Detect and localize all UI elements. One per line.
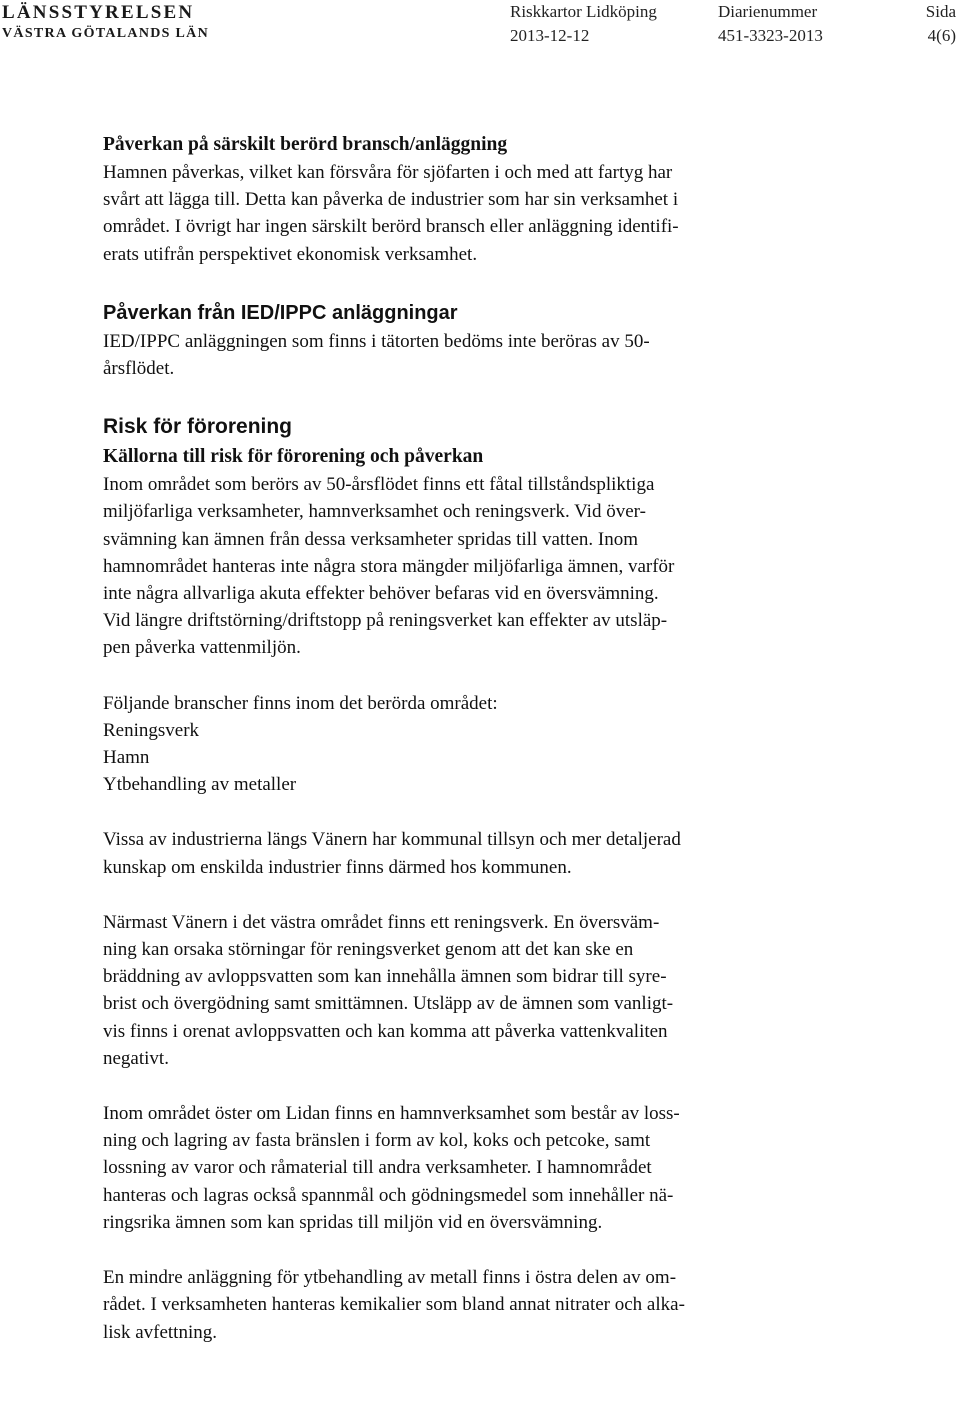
subheading-pollution-sources: Källorna till risk för förorening och påverkan (103, 446, 484, 468)
section-heading-affected-industry: Påverkan på särskilt berörd bransch/anläggning (103, 134, 508, 155)
header-title-column (510, 0, 657, 48)
paragraph-municipal-oversight (103, 826, 823, 880)
document-body (103, 130, 823, 1346)
document-date: 2013-12-12 (510, 26, 590, 45)
text-line: pen påverka vattenmiljön. (103, 637, 301, 659)
page-header (0, 0, 960, 50)
paragraph-ied-ippc (103, 328, 823, 382)
text-line: lisk avfettning. (103, 1321, 217, 1343)
logo-line-2: VÄSTRA GÖTALANDS LÄN (2, 26, 209, 41)
text-line: vis finns i orenat avloppsvatten och kan komma att påverka vattenkvaliten (103, 1020, 668, 1042)
text-line: hamnområdet hanteras inte några stora mängder miljöfarliga ämnen, varför (103, 555, 675, 577)
text-line: svämning kan ämnen från dessa verksamheter spridas till vatten. Inom (103, 528, 639, 550)
section-heading-pollution-risk: Risk för förorening (103, 415, 293, 439)
text-line: En mindre anläggning för ytbehandling av metall finns i östra delen av om- (103, 1267, 677, 1289)
logo-line-1: LÄNSSTYRELSEN (2, 2, 195, 23)
paragraph-affected-industry (103, 159, 823, 268)
text-line: ning och lagring av fasta bränslen i form av kol, koks och petcoke, samt (103, 1130, 651, 1152)
page-number: 4(6) (927, 26, 956, 45)
agency-logo (2, 2, 209, 44)
paragraph-pollution-overview (103, 471, 823, 661)
section-heading-ied-ippc: Påverkan från IED/IPPC anläggningar (103, 301, 458, 324)
paragraph-harbour (103, 1100, 823, 1236)
list-item: Ytbehandling av metaller (103, 774, 297, 796)
header-diarie-column (718, 0, 823, 48)
text-line: erats utifrån perspektivet ekonomisk verksamhet. (103, 243, 478, 265)
paragraph-treatment-plant (103, 909, 823, 1072)
text-line: IED/IPPC anläggningen som finns i tätorten bedöms inte beröras av 50- (103, 330, 650, 352)
text-line: negativt. (103, 1047, 169, 1069)
text-line: området. I övrigt har ingen särskilt berörd bransch eller anläggning identifi- (103, 216, 679, 238)
list-intro: Följande branscher finns inom det berörda området: (103, 692, 498, 714)
header-page-column (926, 0, 956, 48)
document-title: Riskkartor Lidköping (510, 2, 657, 21)
list-item: Reningsverk (103, 719, 200, 741)
text-line: lossning av varor och råmaterial till andra verksamheter. I hamnområdet (103, 1157, 652, 1179)
text-line: ning kan orsaka störningar för reningsverket genom att det kan ske en (103, 939, 634, 961)
diarie-number: 451-3323-2013 (718, 26, 823, 45)
text-line: brist och övergödning samt smittämnen. Utsläpp av de ämnen som vanligt- (103, 993, 674, 1015)
text-line: inte några allvarliga akuta effekter behöver befaras vid en översvämning. (103, 583, 659, 605)
text-line: Hamnen påverkas, vilket kan försvåra för sjöfarten i och med att fartyg har (103, 162, 673, 183)
text-line: Vissa av industrierna längs Vänern har kommunal tillsyn och mer detaljerad (103, 829, 681, 851)
text-line: kunskap om enskilda industrier finns därmed hos kommunen. (103, 856, 572, 878)
list-item: Hamn (103, 747, 150, 769)
text-line: Inom området som berörs av 50-årsflödet finns ett fåtal tillståndspliktiga (103, 474, 655, 496)
paragraph-industry-list (103, 690, 823, 799)
text-line: Närmast Vänern i det västra området finns ett reningsverk. En översväm- (103, 911, 660, 933)
page-label: Sida (925, 2, 956, 21)
text-line: Vid längre driftstörning/driftstopp på reningsverket kan effekter av utsläp- (103, 610, 668, 632)
text-line: bräddning av avloppsvatten som kan innehålla ämnen som bidrar till syre- (103, 966, 667, 988)
text-line: Inom området öster om Lidan finns en hamnverksamhet som består av loss- (103, 1103, 680, 1125)
paragraph-surface-treatment (103, 1264, 823, 1346)
text-line: miljöfarliga verksamheter, hamnverksamhet och reningsverk. Vid över- (103, 501, 646, 523)
text-line: svårt att lägga till. Detta kan påverka de industrier som har sin verksamhet i (103, 189, 679, 211)
text-line: ringsrika ämnen som kan spridas till miljön vid en översvämning. (103, 1211, 603, 1233)
text-line: årsflödet. (103, 358, 175, 380)
diarie-label: Diarienummer (718, 2, 818, 21)
text-line: hanteras och lagras också spannmål och gödningsmedel som innehåller nä- (103, 1184, 674, 1206)
text-line: rådet. I verksamheten hanteras kemikalier som bland annat nitrater och alka- (103, 1294, 685, 1316)
